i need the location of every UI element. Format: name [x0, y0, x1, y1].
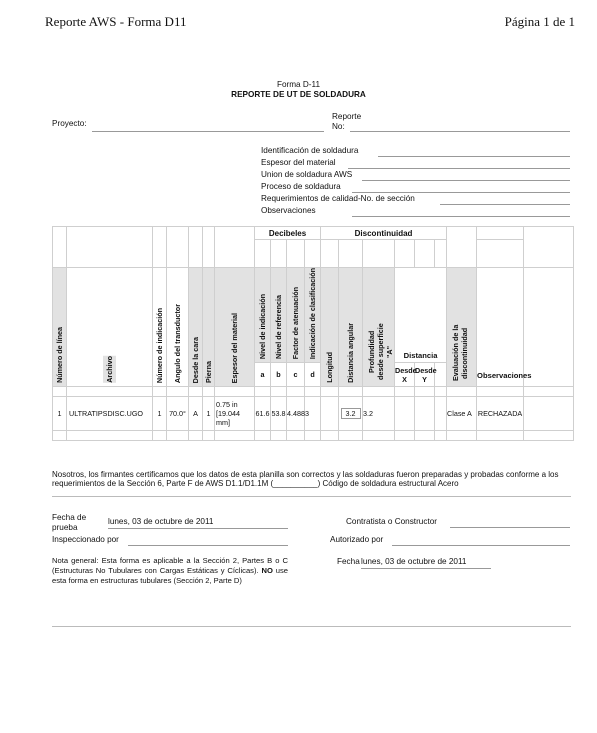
table-row [53, 397, 574, 431]
ident-label-5: Observaciones [261, 206, 316, 215]
ident-label-0: Identificación de soldadura [261, 146, 359, 155]
form-number: Forma D-11 [276, 80, 321, 89]
col-evaluacion: Evaluación de la discontinuidad [450, 324, 469, 382]
general-note-part2: use esta forma en estructuras tubulares (Sección 2, Parte D) [52, 566, 288, 585]
form-title: REPORTE DE UT DE SOLDADURA [231, 90, 366, 99]
cell-cara: A [189, 397, 203, 431]
ident-field-3[interactable] [352, 192, 570, 193]
report-label: Reporte [332, 112, 362, 121]
project-field[interactable] [92, 131, 324, 132]
decibeles-group-header: Decibeles [255, 227, 321, 240]
fecha-prueba-label-1: Fecha de [52, 513, 87, 522]
ident-field-0[interactable] [378, 156, 570, 157]
report-no-field[interactable] [350, 131, 570, 132]
autorizado-label: Autorizado por [330, 535, 384, 544]
general-note-part1: Nota general: Esta forma es aplicable a la Sección 2, Partes B o C (Estructuras No Tubulares con Cargas Estáticas y Cíclicas). [52, 556, 288, 575]
col-profundidad: Profundidad desde superficie "A" [366, 323, 394, 381]
bottom-divider [52, 626, 571, 627]
fecha-prueba-value[interactable]: lunes, 03 de octubre de 2011 [108, 517, 214, 526]
col-nivel-referencia: Nivel de referencia [274, 295, 283, 360]
ident-label-3: Proceso de soldadura [261, 182, 341, 191]
sub-b: b [271, 363, 287, 387]
cell-pierna: 1 [203, 397, 215, 431]
col-pierna: Pierna [204, 361, 213, 384]
col-longitud: Longitud [325, 352, 335, 384]
col-desde-y-label: Desde [415, 365, 437, 375]
col-desde-cara: Desde la cara [191, 336, 200, 384]
col-espesor-material: Espesor del material [230, 312, 239, 384]
cell-linea: 1 [53, 397, 67, 431]
cell-profundidad: 3.2 [363, 397, 395, 431]
fecha-field [361, 568, 491, 569]
cell-a: 61.6 [255, 397, 271, 431]
col-factor-atenuacion: Factor de atenuación [291, 286, 300, 360]
cell-d: 3 [305, 397, 321, 431]
fecha-prueba-field [108, 528, 288, 529]
fecha-prueba-label-2: prueba [52, 523, 78, 532]
col-distancia-angular: Distancia angular [346, 323, 356, 384]
cell-evaluacion: Clase A [447, 397, 477, 431]
autorizado-field[interactable] [392, 545, 570, 546]
ident-label-1: Espesor del material [261, 158, 336, 167]
ident-field-2[interactable] [362, 180, 570, 181]
cell-c: 4.488 [287, 397, 305, 431]
cell-angulo: 70.0° [167, 397, 189, 431]
inspeccionado-field[interactable] [128, 545, 288, 546]
ident-field-5[interactable] [352, 216, 570, 217]
divider [52, 496, 571, 497]
cell-archivo: ULTRATIPSDISC.UGO [67, 397, 153, 431]
col-indicacion-clasificacion: Indicación de clasificación [308, 268, 318, 360]
report-no-label: No: [332, 122, 345, 131]
contratista-field[interactable] [450, 527, 570, 528]
col-numero-indicacion: Número de indicación [155, 307, 164, 384]
ident-field-4[interactable] [440, 204, 570, 205]
ident-label-2: Union de soldadura AWS [261, 170, 353, 179]
general-note [52, 556, 288, 586]
col-numero-linea: Número de línea [55, 327, 64, 384]
col-desde-x-axis: X [402, 374, 407, 384]
cell-b: 53.8 [271, 397, 287, 431]
certification-text: Nosotros, los firmantes certificamos que los datos de esta planilla son correctos y las soldaduras fueron preparadas y probadas conforme a los requerimientos de la Sección 6, Parte F de AWS D1.1/D1.1M (__________) Código de soldadura estructural Acero [52, 470, 559, 488]
project-label: Proyecto: [52, 119, 87, 128]
cell-espesor: 0.75 in [19.044 mm] [215, 397, 255, 431]
general-note-no: NO [261, 566, 273, 575]
cell-observaciones: RECHAZADA [477, 397, 524, 431]
cell-indicacion: 1 [153, 397, 167, 431]
col-archivo: Archivo [105, 356, 114, 384]
ident-label-4: Requerimientos de calidad-No. de sección [261, 194, 415, 203]
cell-distancia-angular: 3.2 [341, 408, 361, 419]
fecha-label: Fecha [337, 557, 360, 566]
fecha-value[interactable]: lunes, 03 de octubre de 2011 [361, 557, 467, 566]
col-angulo-transductor: Angulo del transductor [173, 304, 182, 384]
sub-c: c [287, 363, 305, 387]
col-nivel-indicacion: Nivel de indicación [258, 293, 267, 360]
col-desde-x-label: Desde [395, 365, 417, 375]
contratista-label: Contratista o Constructor [346, 517, 438, 526]
ident-field-1[interactable] [348, 168, 570, 169]
page-header-title: Reporte AWS - Forma D11 [45, 14, 187, 29]
page-number: Página 1 de 1 [504, 14, 575, 29]
col-observaciones: Observaciones [477, 371, 532, 381]
inspeccionado-label: Inspeccionado por [52, 535, 119, 544]
col-desde-y-axis: Y [422, 374, 427, 384]
sub-a: a [255, 363, 271, 387]
sub-d: d [305, 363, 321, 387]
ut-report-table [52, 226, 574, 441]
col-distancia: Distancia [395, 268, 447, 363]
discontinuidad-group-header: Discontinuidad [321, 227, 447, 240]
